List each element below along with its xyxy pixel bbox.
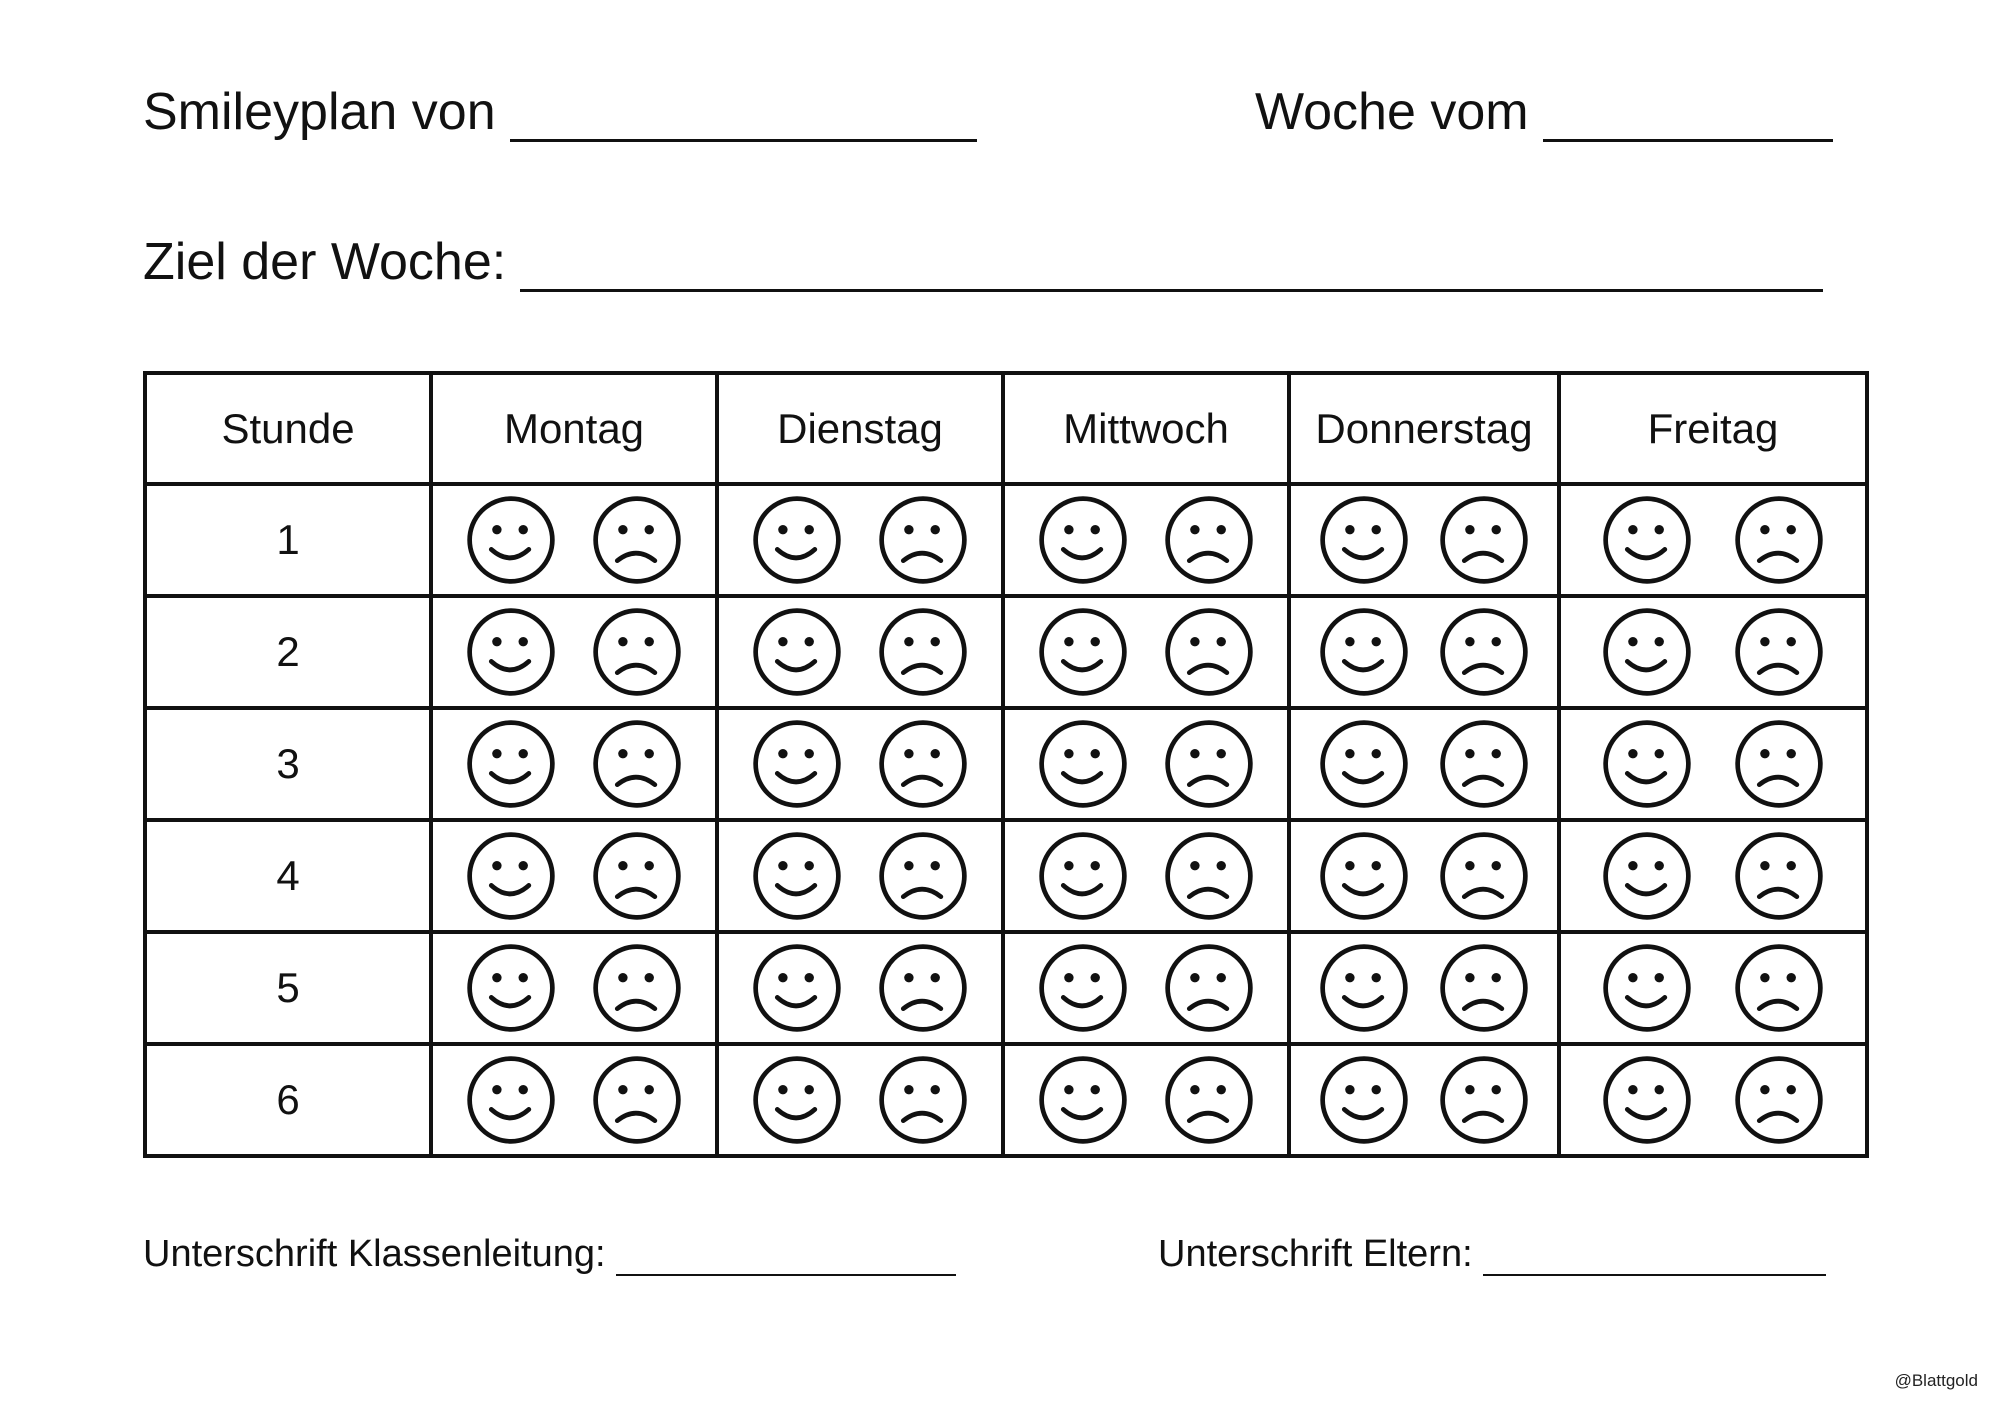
sad-face-icon[interactable] [1437, 1053, 1531, 1147]
smiley-cell [1003, 1044, 1289, 1156]
sad-face-icon[interactable] [1162, 1053, 1256, 1147]
sad-face-icon[interactable] [1437, 717, 1531, 811]
day-header: Freitag [1559, 373, 1867, 484]
day-header: Donnerstag [1289, 373, 1559, 484]
sad-face-icon[interactable] [1162, 829, 1256, 923]
smiley-cell [717, 932, 1003, 1044]
smiley-cell [1559, 820, 1867, 932]
hour-number: 2 [145, 596, 431, 708]
happy-face-icon[interactable] [464, 1053, 558, 1147]
happy-face-icon[interactable] [1036, 605, 1130, 699]
table-header-row [145, 373, 1867, 484]
happy-face-icon[interactable] [1036, 1053, 1130, 1147]
happy-face-icon[interactable] [1600, 941, 1694, 1035]
smiley-cell [1559, 1044, 1867, 1156]
smiley-cell [1003, 708, 1289, 820]
table-row [145, 820, 1867, 932]
sad-face-icon[interactable] [1732, 605, 1826, 699]
table-row [145, 484, 1867, 596]
happy-face-icon[interactable] [1036, 717, 1130, 811]
sad-face-icon[interactable] [1437, 941, 1531, 1035]
happy-face-icon[interactable] [1317, 717, 1411, 811]
week-line [1255, 82, 1833, 142]
happy-face-icon[interactable] [1036, 829, 1130, 923]
plan-owner-blank[interactable] [510, 91, 977, 142]
happy-face-icon[interactable] [1600, 829, 1694, 923]
sad-face-icon[interactable] [876, 717, 970, 811]
plan-owner-label: Smileyplan von [143, 83, 496, 141]
teacher-signature-blank[interactable] [616, 1240, 956, 1276]
happy-face-icon[interactable] [750, 1053, 844, 1147]
parents-signature-label: Unterschrift Eltern: [1158, 1233, 1473, 1275]
sad-face-icon[interactable] [876, 1053, 970, 1147]
sad-face-icon[interactable] [1162, 941, 1256, 1035]
smiley-cell [431, 932, 717, 1044]
smiley-cell [1289, 708, 1559, 820]
goal-line [143, 232, 1823, 292]
sad-face-icon[interactable] [590, 717, 684, 811]
sad-face-icon[interactable] [876, 605, 970, 699]
smiley-cell [431, 484, 717, 596]
smiley-table [143, 371, 1869, 1158]
table-row [145, 932, 1867, 1044]
smiley-cell [1559, 708, 1867, 820]
table-row [145, 708, 1867, 820]
sad-face-icon[interactable] [590, 941, 684, 1035]
day-header: Montag [431, 373, 717, 484]
smiley-cell [1559, 932, 1867, 1044]
happy-face-icon[interactable] [750, 493, 844, 587]
sad-face-icon[interactable] [1162, 493, 1256, 587]
sad-face-icon[interactable] [590, 1053, 684, 1147]
sad-face-icon[interactable] [876, 941, 970, 1035]
smiley-cell [717, 820, 1003, 932]
smiley-cell [1289, 484, 1559, 596]
happy-face-icon[interactable] [750, 941, 844, 1035]
happy-face-icon[interactable] [464, 493, 558, 587]
happy-face-icon[interactable] [464, 717, 558, 811]
day-header: Mittwoch [1003, 373, 1289, 484]
sad-face-icon[interactable] [1732, 829, 1826, 923]
sad-face-icon[interactable] [876, 493, 970, 587]
table-row [145, 1044, 1867, 1156]
happy-face-icon[interactable] [1600, 493, 1694, 587]
happy-face-icon[interactable] [1317, 605, 1411, 699]
parents-signature-line [1158, 1233, 1826, 1276]
sad-face-icon[interactable] [590, 493, 684, 587]
smiley-cell [717, 596, 1003, 708]
smiley-cell [431, 596, 717, 708]
hour-number: 4 [145, 820, 431, 932]
happy-face-icon[interactable] [464, 941, 558, 1035]
happy-face-icon[interactable] [750, 717, 844, 811]
sad-face-icon[interactable] [1162, 605, 1256, 699]
happy-face-icon[interactable] [1600, 717, 1694, 811]
teacher-signature-line [143, 1233, 956, 1276]
hour-column-header: Stunde [145, 373, 431, 484]
smiley-cell [1559, 484, 1867, 596]
smiley-cell [1003, 932, 1289, 1044]
week-label: Woche vom [1255, 83, 1529, 141]
smiley-cell [431, 708, 717, 820]
week-blank[interactable] [1543, 91, 1833, 142]
teacher-signature-label: Unterschrift Klassenleitung: [143, 1233, 606, 1275]
sad-face-icon[interactable] [1437, 493, 1531, 587]
smiley-cell [717, 708, 1003, 820]
hour-number: 3 [145, 708, 431, 820]
smiley-cell [1003, 820, 1289, 932]
sad-face-icon[interactable] [876, 829, 970, 923]
sad-face-icon[interactable] [1732, 941, 1826, 1035]
happy-face-icon[interactable] [1317, 1053, 1411, 1147]
smiley-cell [1289, 1044, 1559, 1156]
hour-number: 1 [145, 484, 431, 596]
sad-face-icon[interactable] [1437, 605, 1531, 699]
watermark: @Blattgold [1894, 1371, 1978, 1390]
happy-face-icon[interactable] [1036, 941, 1130, 1035]
happy-face-icon[interactable] [1600, 605, 1694, 699]
happy-face-icon[interactable] [464, 605, 558, 699]
sad-face-icon[interactable] [1162, 717, 1256, 811]
sad-face-icon[interactable] [1437, 829, 1531, 923]
happy-face-icon[interactable] [1317, 941, 1411, 1035]
day-header: Dienstag [717, 373, 1003, 484]
smiley-cell [1003, 484, 1289, 596]
sad-face-icon[interactable] [1732, 1053, 1826, 1147]
smiley-cell [431, 1044, 717, 1156]
table-row [145, 596, 1867, 708]
happy-face-icon[interactable] [1036, 493, 1130, 587]
sad-face-icon[interactable] [1732, 717, 1826, 811]
smiley-cell [717, 1044, 1003, 1156]
happy-face-icon[interactable] [750, 605, 844, 699]
happy-face-icon[interactable] [464, 829, 558, 923]
hour-number: 6 [145, 1044, 431, 1156]
goal-label: Ziel der Woche: [143, 233, 507, 291]
sad-face-icon[interactable] [590, 605, 684, 699]
smiley-cell [1289, 932, 1559, 1044]
smiley-cell [717, 484, 1003, 596]
smiley-cell [1289, 820, 1559, 932]
happy-face-icon[interactable] [750, 829, 844, 923]
happy-face-icon[interactable] [1317, 493, 1411, 587]
hour-number: 5 [145, 932, 431, 1044]
happy-face-icon[interactable] [1317, 829, 1411, 923]
smiley-cell [431, 820, 717, 932]
smiley-cell [1289, 596, 1559, 708]
sad-face-icon[interactable] [1732, 493, 1826, 587]
parents-signature-blank[interactable] [1483, 1240, 1826, 1276]
sad-face-icon[interactable] [590, 829, 684, 923]
goal-blank[interactable] [520, 241, 1823, 292]
smiley-cell [1559, 596, 1867, 708]
plan-owner-line [143, 82, 977, 142]
smiley-cell [1003, 596, 1289, 708]
happy-face-icon[interactable] [1600, 1053, 1694, 1147]
